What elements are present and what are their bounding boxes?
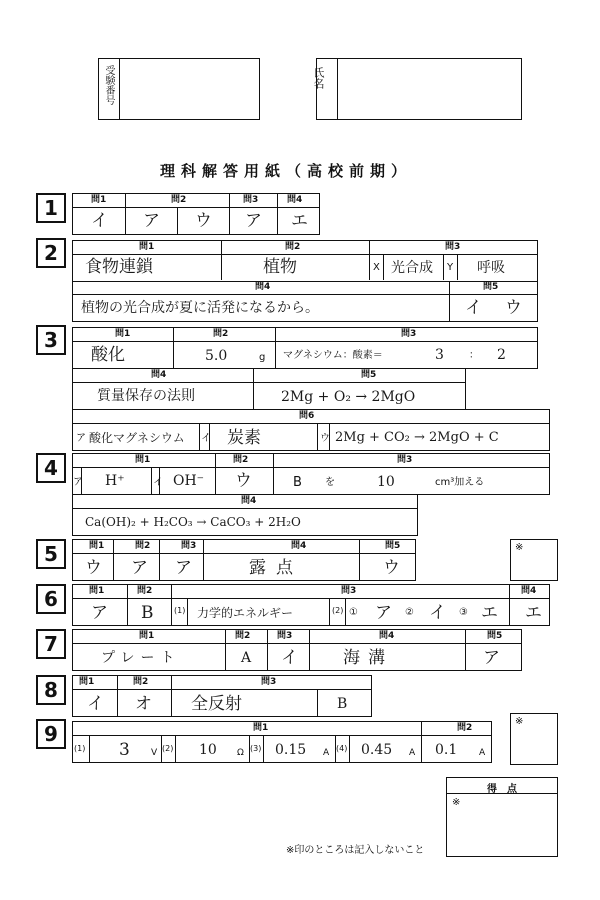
q2-answer-3x: 光合成 bbox=[391, 260, 433, 276]
q5-label-2: 問2 bbox=[135, 541, 151, 551]
q3-answer-6a: 酸化マグネシウム bbox=[89, 431, 185, 445]
q6-circle-1: ① bbox=[349, 607, 358, 618]
q9-answer-box[interactable] bbox=[72, 721, 492, 763]
question-number-5: 5 bbox=[36, 539, 66, 569]
q3-answer-4: 質量保存の法則 bbox=[97, 388, 195, 404]
q2-label-5: 問5 bbox=[483, 282, 499, 292]
q4-mark-a: ア bbox=[73, 477, 83, 488]
q4-mark-i: イ bbox=[153, 477, 163, 488]
q4-answer-1i: OH⁻ bbox=[173, 473, 205, 489]
q6-answer-1: ア bbox=[91, 603, 108, 623]
score-mark: ※ bbox=[452, 797, 461, 808]
q1-answer-box[interactable] bbox=[72, 193, 320, 235]
q3-answer-2: 5.0 bbox=[205, 348, 228, 364]
q1-answer-2a: ア bbox=[143, 211, 160, 231]
q6-mark-1: (1) bbox=[174, 606, 186, 615]
q4-answer-3-unit: cm³加える bbox=[435, 477, 485, 488]
q3-answer-box-2[interactable] bbox=[72, 368, 466, 410]
q6-circle-3: ③ bbox=[459, 607, 468, 618]
q3-ratio-label: マグネシウム：酸素＝ bbox=[283, 350, 383, 361]
q3-mark-u: ウ bbox=[320, 433, 330, 444]
q3-ratio-a: 3 bbox=[435, 347, 444, 363]
exam-number-label: 受験番号 bbox=[103, 65, 114, 105]
q8-label-2: 問2 bbox=[133, 677, 149, 687]
q2-mark-x: X bbox=[373, 262, 380, 273]
q6-label-1: 問1 bbox=[89, 586, 105, 596]
q6-answer-2: B bbox=[141, 603, 154, 623]
q3-label-6: 問6 bbox=[299, 411, 315, 421]
q3-answer-box-3[interactable] bbox=[72, 409, 550, 451]
q5-label-3: 問3 bbox=[181, 541, 197, 551]
page-title: 理科解答用紙（高校前期） bbox=[160, 162, 413, 180]
q1-label-1: 問1 bbox=[91, 195, 107, 205]
q9-mark-4: (4) bbox=[336, 744, 348, 753]
name-box[interactable] bbox=[312, 58, 522, 120]
q5-label-5: 問5 bbox=[385, 541, 401, 551]
q5-answer-2: ア bbox=[131, 558, 148, 578]
q4-label-3: 問3 bbox=[397, 455, 413, 465]
q5-answer-box[interactable] bbox=[72, 539, 416, 581]
q6-answer-3-2-1: ア bbox=[375, 603, 392, 623]
q3-label-2: 問2 bbox=[213, 329, 229, 339]
q5-score-box bbox=[510, 539, 558, 581]
q4-label-2: 問2 bbox=[233, 455, 249, 465]
q9-mark-3: (3) bbox=[250, 744, 262, 753]
q3-answer-6i: 炭素 bbox=[227, 428, 261, 448]
q6-answer-3-2-3: エ bbox=[481, 603, 498, 623]
q6-label-4: 問4 bbox=[521, 586, 537, 596]
q3-unit-g: g bbox=[259, 352, 266, 363]
score-label: 得 点 bbox=[487, 784, 517, 795]
q9-mark-1: (1) bbox=[74, 744, 86, 753]
q8-answer-1: イ bbox=[87, 694, 104, 714]
q9-unit-5: A bbox=[479, 748, 486, 758]
total-score-box bbox=[446, 777, 558, 857]
q5-label-1: 問1 bbox=[89, 541, 105, 551]
question-number-8: 8 bbox=[36, 675, 66, 705]
name-label: 氏名 bbox=[312, 67, 325, 89]
q4-answer-1a: H⁺ bbox=[105, 473, 125, 489]
q4-answer-4: Ca(OH)₂ + H₂CO₃ → CaCO₃ + 2H₂O bbox=[85, 515, 301, 529]
q9-answer-3: 0.15 bbox=[275, 742, 307, 758]
q6-answer-3-1: 力学的エネルギー bbox=[197, 606, 294, 620]
q3-ratio-colon: ： bbox=[469, 350, 479, 361]
q9-score-mark: ※ bbox=[515, 716, 524, 727]
question-number-9: 9 bbox=[36, 719, 66, 749]
q5-answer-3: ア bbox=[175, 558, 192, 578]
q2-answer-2: 植物 bbox=[263, 257, 297, 277]
q3-answer-box[interactable] bbox=[72, 327, 538, 369]
q7-label-4: 問4 bbox=[379, 631, 395, 641]
q9-mark-2: (2) bbox=[162, 744, 174, 753]
q5-label-4: 問4 bbox=[291, 541, 307, 551]
q9-answer-1: 3 bbox=[119, 740, 130, 760]
q3-ratio-b: 2 bbox=[497, 347, 506, 363]
q9-unit-2: Ω bbox=[237, 748, 244, 758]
q3-answer-6u: 2Mg + CO₂ → 2MgO + C bbox=[335, 430, 499, 445]
q2-label-4: 問4 bbox=[255, 282, 271, 292]
q9-score-box bbox=[510, 713, 558, 765]
q2-answer-4: 植物の光合成が夏に活発になるから。 bbox=[81, 300, 319, 316]
footer-note: ※印のところは記入しないこと bbox=[286, 845, 425, 856]
q5-score-mark: ※ bbox=[515, 542, 524, 553]
q3-label-5: 問5 bbox=[361, 370, 377, 380]
q6-mark-2: (2) bbox=[332, 606, 344, 615]
q2-label-3: 問3 bbox=[445, 242, 461, 252]
q7-answer-box[interactable] bbox=[72, 629, 522, 671]
q8-answer-3b: B bbox=[337, 696, 348, 712]
q6-label-3: 問3 bbox=[341, 586, 357, 596]
q4-label-1: 問1 bbox=[135, 455, 151, 465]
q4-answer-box-2[interactable] bbox=[72, 494, 418, 536]
q2-answer-1: 食物連鎖 bbox=[85, 257, 153, 277]
q6-answer-box[interactable] bbox=[72, 584, 550, 626]
q9-answer-2: 10 bbox=[199, 742, 217, 758]
q3-mark-a: ア bbox=[76, 433, 86, 444]
q5-answer-5: ウ bbox=[383, 558, 400, 578]
q4-answer-3-wo: を bbox=[325, 477, 335, 488]
q7-answer-4: 海溝 bbox=[343, 648, 393, 668]
q7-label-5: 問5 bbox=[487, 631, 503, 641]
q4-label-4: 問4 bbox=[241, 496, 257, 506]
question-number-6: 6 bbox=[36, 584, 66, 614]
q8-answer-2: オ bbox=[135, 694, 152, 714]
q1-label-4: 問4 bbox=[287, 195, 303, 205]
q9-label-1: 問1 bbox=[253, 723, 269, 733]
q1-answer-2b: ウ bbox=[195, 211, 212, 231]
q9-unit-4: A bbox=[409, 748, 416, 758]
q1-label-2: 問2 bbox=[171, 195, 187, 205]
q3-label-4: 問4 bbox=[151, 370, 167, 380]
q4-answer-3-value: 10 bbox=[377, 474, 395, 490]
q9-answer-4: 0.45 bbox=[361, 742, 393, 758]
q5-answer-1: ウ bbox=[85, 558, 102, 578]
q1-label-3: 問3 bbox=[243, 195, 259, 205]
q3-answer-5: 2Mg + O₂ → 2MgO bbox=[281, 389, 416, 405]
q6-circle-2: ② bbox=[405, 607, 414, 618]
q6-label-2: 問2 bbox=[137, 586, 153, 596]
q6-answer-3-2-2: イ bbox=[429, 603, 446, 623]
q8-label-3: 問3 bbox=[261, 677, 277, 687]
q2-answer-box[interactable] bbox=[72, 240, 538, 322]
q7-answer-2: A bbox=[241, 650, 252, 666]
q1-answer-4: エ bbox=[291, 211, 308, 231]
q3-mark-i: イ bbox=[201, 433, 211, 444]
question-number-1: 1 bbox=[36, 193, 66, 223]
question-number-4: 4 bbox=[36, 453, 66, 483]
q3-label-1: 問1 bbox=[115, 329, 131, 339]
q2-answer-5a: イ bbox=[465, 298, 482, 318]
question-number-7: 7 bbox=[36, 629, 66, 659]
q8-label-1: 問1 bbox=[79, 677, 95, 687]
q2-mark-y: Y bbox=[447, 262, 454, 273]
q4-answer-3-letter: B bbox=[293, 475, 302, 490]
question-number-2: 2 bbox=[36, 238, 66, 268]
q7-label-2: 問2 bbox=[235, 631, 251, 641]
q8-answer-3: 全反射 bbox=[191, 694, 242, 714]
q9-unit-3: A bbox=[323, 748, 330, 758]
q3-label-3: 問3 bbox=[401, 329, 417, 339]
q9-unit-1: V bbox=[151, 748, 158, 758]
q1-answer-3: ア bbox=[245, 211, 262, 231]
q6-answer-4: エ bbox=[525, 603, 542, 623]
q9-label-2: 問2 bbox=[457, 723, 473, 733]
q4-answer-2: ウ bbox=[235, 471, 252, 491]
q9-answer-5: 0.1 bbox=[435, 742, 458, 758]
q2-answer-5b: ウ bbox=[505, 298, 522, 318]
q7-answer-3: イ bbox=[281, 648, 298, 668]
q3-answer-1: 酸化 bbox=[91, 345, 125, 365]
q8-answer-box[interactable] bbox=[72, 675, 372, 717]
question-number-3: 3 bbox=[36, 325, 66, 355]
q7-answer-5: ア bbox=[483, 648, 500, 668]
q2-label-1: 問1 bbox=[139, 242, 155, 252]
q7-answer-1: プレート bbox=[101, 650, 181, 666]
q7-label-3: 問3 bbox=[277, 631, 293, 641]
q4-answer-box[interactable] bbox=[72, 453, 550, 495]
q7-label-1: 問1 bbox=[139, 631, 155, 641]
q1-answer-1: イ bbox=[91, 211, 108, 231]
q5-answer-4: 露点 bbox=[249, 558, 303, 578]
exam-number-box bbox=[98, 58, 260, 120]
q2-label-2: 問2 bbox=[285, 242, 301, 252]
q2-answer-3y: 呼吸 bbox=[477, 260, 505, 276]
